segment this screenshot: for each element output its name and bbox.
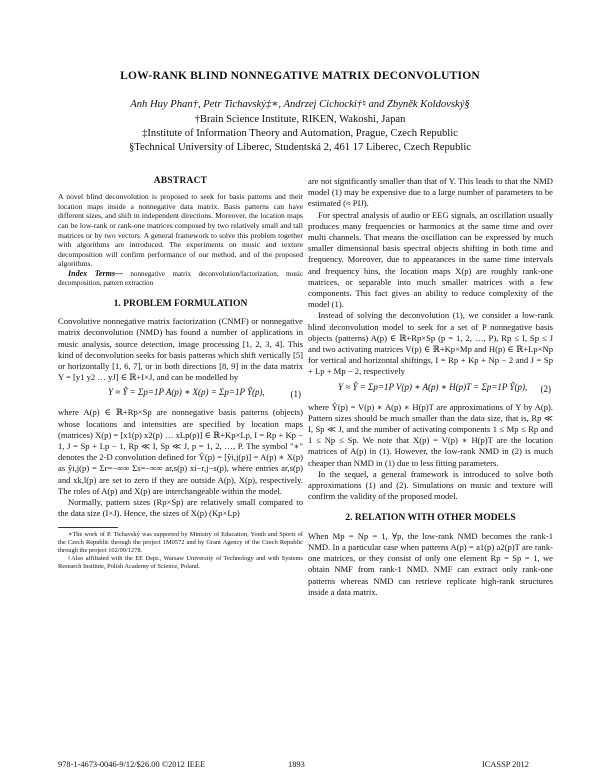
equation-1-number: (1) xyxy=(290,389,301,400)
footer-conference: ICASSP 2012 xyxy=(482,760,529,769)
equation-2-number: (2) xyxy=(540,383,551,394)
section1-paragraph-2: where A(p) ∈ ℝ+Rp×Sp are nonnegative basis patterns (objects) whose locations and intensities are specified by location maps (matrices) X(p) = [x1(p) x2(p) … xLp(p)] ∈ ℝ+Kp×Lp, I = Rp + Kp − 1, J = Sp + Lp − 1, Rp ≪ I, Sp ≪ J, p = 1, 2, …, P. The symbol "∗" denotes the 2-D convolution defined for Ŷ(p) = [ŷi,j(p)] = A(p) ∗ X(p) as ŷi,j(p) = Σr=−∞∞ Σs=−∞∞ ar,s(p) xi−r,j−s(p), where entries ar,s(p) and xk,l(p) are set to zero if they are outside A(p), X(p), respectively. The roles of A(p) and X(p) are interchangeable within the model. xyxy=(58,407,303,496)
equation-1-body: Y ≈ Ŷ = Σp=1P A(p) ∗ X(p) = Σp=1P Ŷ(p), xyxy=(108,387,265,398)
right-paragraph-2: Instead of solving the deconvolution (1), we consider a low-rank blind deconvolution model to seek for a set of P nonnegative basis objects (patterns) A(p) ∈ ℝ+Rp×Sp (p = 1, 2, …, P), Rp ≤ I, Sp ≤ J and two activating matrices V(p) ∈ ℝ+Kp×Mp and H(p) ∈ ℝ+Lp×Np for vertical and horizontal shiftings, I = Rp + Kp + Np − 2 and J = Sp + Lp + Mp − 2, respectively xyxy=(308,310,553,377)
equation-2 xyxy=(308,378,553,402)
left-column xyxy=(58,176,303,571)
section1-heading: 1. PROBLEM FORMULATION xyxy=(113,297,248,309)
index-terms-text: nonnegative matrix deconvolution/factorization, music decomposition, pattern extraction xyxy=(58,269,303,287)
index-terms xyxy=(58,269,303,288)
right-paragraph-1: For spectral analysis of audio or EEG signals, an oscillation usually produces many frequencies or harmonics at the same time and over multi channels. That means the oscillation can be expressed by much smaller dimensional basis spectral objects shifting in both time and frequency. Moreover, due to appearances in the same time intervals and frequency bins, the location maps X(p) are roughly rank-one matrices, or separable into much smaller matrices with a few components. This fact gives an ability to reduce complexity of the model (1). xyxy=(308,209,553,310)
paper-title: LOW-RANK BLIND NONNEGATIVE MATRIX DECONVOLUTION xyxy=(120,70,480,82)
footer-page-number: 1893 xyxy=(288,760,305,769)
footnote-1: ∗The work of P. Tichavský was supported by Ministry of Education, Youth and Sports of the Czech Republic through the project 1M0572 and by Grant Agency of the Czech Republic through the project 102/09/1278. xyxy=(58,531,303,555)
footnote-rule xyxy=(58,527,118,528)
affiliation-2: ‡Institute of Information Theory and Automation, Prague, Czech Republic xyxy=(142,128,458,139)
right-paragraph-3: where Ŷ(p) = V(p) ∗ A(p) ∗ H(p)T are approximations of Y by A(p). Pattern sizes should be much smaller than the data size, that is, Rp ≪ I, Sp ≪ J, and the number of activating components 1 ≤ Mp ≤ Rp and 1 ≤ Np ≤ Sp. We note that X(p) = V(p) ∗ H(p)T are the location matrices of A(p) in (1). However, the low-rank NMD in (2) is much cheaper than NMD in (1) due to less fitting parameters. xyxy=(308,401,553,468)
affiliation-1: †Brain Science Institute, RIKEN, Wakoshi, Japan xyxy=(194,114,406,125)
equation-2-body: Y ≈ Ŷ = Σp=1P V(p) ∗ A(p) ∗ H(p)T = Σp=1P Ŷ(p), xyxy=(338,381,528,392)
right-column xyxy=(308,176,553,598)
abstract-text: A novel blind deconvolution is proposed to seek for basis patterns and their location maps inside a nonnegative data matrix. Basis patterns can have different sizes, and shift in independent directions. Moreover, the location maps can be low-rank or rank-one matrices composed by two relatively small and tall matrices or by two vectors. A general framework to solve this problem together with algorithms are introduced. The experiments on music and texture decomposition will confirm performance of our method, and of the proposed algorithms. xyxy=(58,192,303,269)
section1-paragraph-1: Convolutive nonnegative matrix factorization (CNMF) or nonnegative matrix deconvolution (NMD) has found a number of applications in music analysis, source detection, image processing [1, 2, 3, 4]. This kind of deconvolution seeks for basis patterns which shift vertically [5] or horizontally [1, 6, 7], or in both directions [8, 9] in the data matrix Y = [y1 y2 … yJ] ∈ ℝ+I×J, and can be modelled by xyxy=(58,316,303,383)
footer-copyright: 978-1-4673-0046-9/12/$26.00 ©2012 IEEE xyxy=(58,760,206,769)
section1-paragraph-3: Normally, pattern sizes (Rp×Sp) are relatively small compared to the data size (I×J). Hence, the sizes of X(p) (Kp×Lp) xyxy=(58,497,303,519)
section2-paragraph-1: When Mp = Np = 1, ∀p, the low-rank NMD becomes the rank-1 NMD. In a particular case when patterns A(p) = a1(p) a2(p)T are rank-one matrices, or they consist of only one element Rp = Sp = 1, we obtain NMF from rank-1 NMD. NMF can extract only rank-one patterns whereas NMD can retrieve replicate high-rank structures inside a data matrix. xyxy=(308,530,553,597)
footnotes xyxy=(58,531,303,571)
index-terms-label: Index Terms— xyxy=(68,268,123,278)
equation-1 xyxy=(58,383,303,407)
footnote-2: ♮Also affiliated with the EE Dept., Warsaw University of Technology and with Systems Research Institute, Polish Academy of Science, Poland. xyxy=(58,555,303,571)
affiliation-3: §Technical University of Liberec, Studentská 2, 461 17 Liberec, Czech Republic xyxy=(129,142,471,153)
abstract-heading: ABSTRACT xyxy=(153,176,208,186)
right-paragraph-0: are not significantly smaller than that of Y. This leads to that the NMD model (1) may be expensive due to a large number of parameters to be estimated (≈ PIJ). xyxy=(308,176,553,209)
section2-heading: 2. RELATION WITH OTHER MODELS xyxy=(345,512,516,524)
right-paragraph-4: In the sequel, a general framework is introduced to solve both approximations (1) and (2). Simulations on music and texture will confirm the validity of the proposed model. xyxy=(308,468,553,502)
author-list: Anh Huy Phan†, Petr Tichavský‡∗, Andrzej Cichocki†♮ and Zbyněk Koldovský§ xyxy=(130,99,470,110)
